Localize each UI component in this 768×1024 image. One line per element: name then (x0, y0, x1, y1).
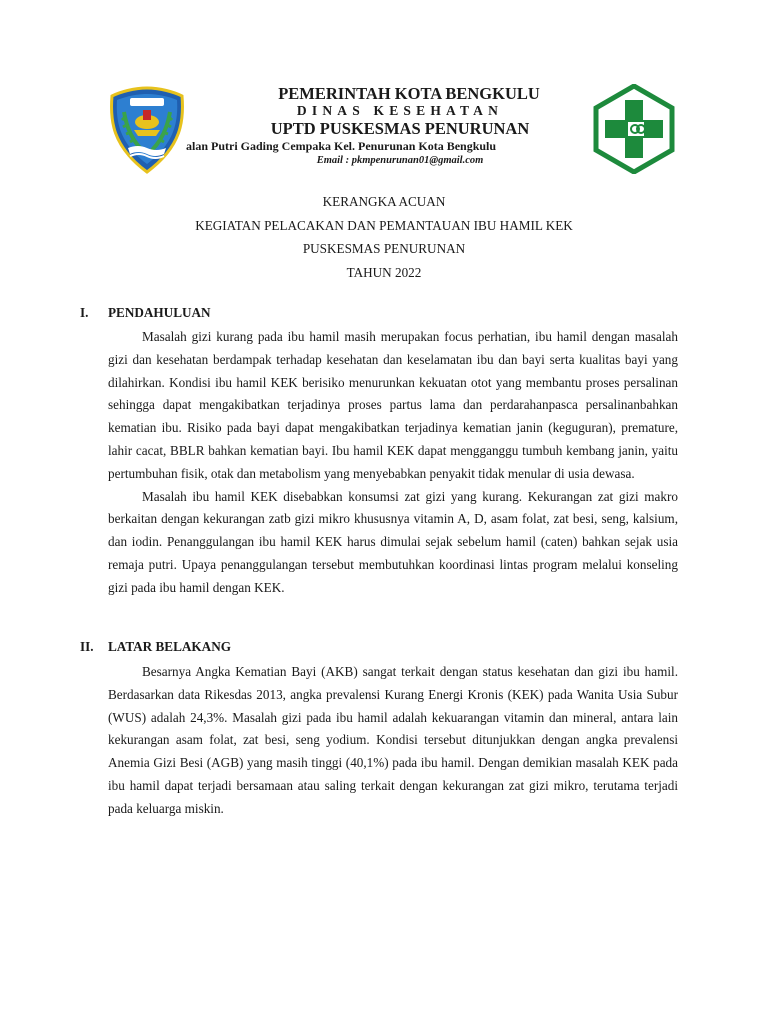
title-line-2: KEGIATAN PELACAKAN DAN PEMANTAUAN IBU HAMIL KEK (195, 217, 573, 233)
institution-name: UPTD PUSKESMAS PENURUNAN (270, 119, 530, 138)
letterhead (108, 84, 688, 176)
address-line: alan Putri Gading Cempaka Kel. Penurunan Kota Bengkulu (186, 139, 497, 153)
letterhead-text (170, 84, 630, 167)
paragraph: Besarnya Angka Kematian Bayi (AKB) sangat terkait dengan status kesehatan dan gizi ibu hamil. Berdasarkan data Rikesdas 2013, angka prevalensi Kurang Energi Kronis (KEK) pada Wanita Usia Subur (WUS) adalah 24,3%. Masalah gizi pada ibu hamil adalah kekuarangan vitamin dan mineral, antara lain kekurangan asam folat, zat besi, seng yodium. Kondisi tersebut ditunjukkan dengan angka prevalensi Anemia Gizi Besi (AGB) yang masih tinggi (40,1%) pada ibu hamil. Dengan demikian masalah KEK pada ibu hamil dapat terjadi bersamaan atau saling terkait dengan kekurangan zat gizi mikro, terutama terjadi pada keluarga miskin. (108, 664, 678, 816)
section-pendahuluan (80, 303, 680, 600)
section-heading (80, 637, 680, 657)
paragraph: Masalah ibu hamil KEK disebabkan konsumsi zat gizi yang kurang. Kekurangan zat gizi makro berkaitan dengan kekurangan zatb gizi mikro khususnya vitamin A, D, asam folat, zat besi, seng, kalsium, dan iodin. Penanggulangan ibu hamil KEK harus dimulai sejak sebelum hamil (caten) bahkan sejak usia remaja putri. Upaya penanggulangan tersebut membutuhkan koordinasi lintas program melalui konseling gizi pada ibu hamil dengan KEK. (108, 488, 678, 595)
department-name: DINAS KESEHATAN (296, 103, 504, 118)
health-cross-icon (592, 84, 676, 174)
title-line-1: KERANGKA ACUAN (322, 194, 446, 209)
section-title: LATAR BELAKANG (108, 639, 231, 654)
section-number: I. (80, 305, 89, 320)
section-title: PENDAHULUAN (108, 305, 211, 320)
title-line-3: PUSKESMAS PENURUNAN (302, 241, 466, 256)
government-name: PEMERINTAH KOTA BENGKULU (278, 84, 540, 103)
email-line: Email : pkmpenurunan01@gmail.com (316, 155, 484, 166)
section-latar-belakang (80, 637, 680, 821)
document-title (80, 190, 688, 284)
paragraph: Masalah gizi kurang pada ibu hamil masih merupakan focus perhatian, ibu hamil dengan masalah gizi dan kesehatan berdampak terhadap kesehatan dan keselamatan ibu dan bayi serta kualitas bayi yang dilahirkan. Kondisi ibu hamil KEK berisiko menurunkan kekuatan otot yang membantu proses persalinan sehingga dapat mengakibatkan terjadinya proses partus lama dan perdarahanpasca persalinanbahkan kematian ibu. Risiko pada bayi dapat mengakibatkan terjadinya kematian janin (keguguran), premature, lahir cacat, BBLR bahkan kematian bayi. Ibu hamil KEK dapat mengganggu tumbuh kembang janin, yaitu pertumbuhan fisik, otak dan metabolism yang menyebabkan penyakit tidak menular di usia dewasa. (108, 329, 678, 481)
title-line-4: TAHUN 2022 (346, 264, 422, 280)
section-heading (80, 303, 680, 323)
section-number: II. (80, 639, 94, 654)
